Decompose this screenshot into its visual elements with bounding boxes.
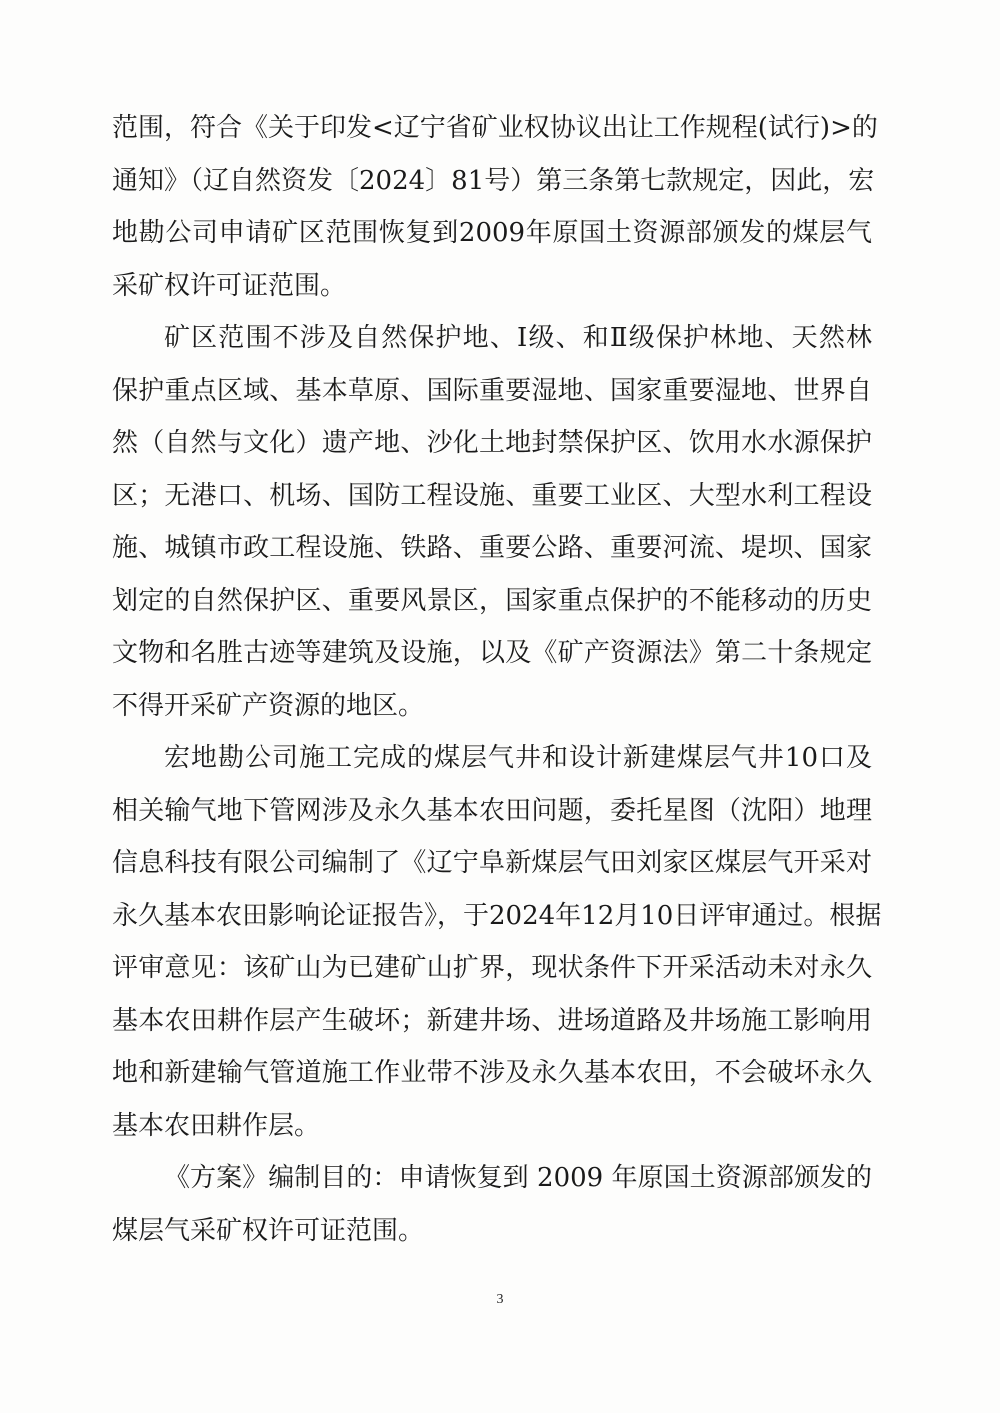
paragraph-line: 宏地勘公司施工完成的煤层气井和设计新建煤层气井10口及 (164, 743, 872, 773)
paragraph-line: 不得开采矿产资源的地区。 (112, 690, 425, 721)
paragraph-line: 然（自然与文化）遗产地、沙化土地封禁保护区、饮用水水源保护 (112, 428, 872, 458)
paragraph-line: 基本农田耕作层产生破坏；新建井场、进场道路及井场施工影响用 (112, 1005, 872, 1036)
paragraph-line: 采矿权许可证范围。 (112, 270, 347, 301)
paragraph-2 (112, 312, 872, 732)
paragraph-line: 通知》（辽自然资发〔2024〕81号）第三条第七款规定，因此，宏 (112, 165, 875, 196)
paragraph-line: 保护重点区域、基本草原、国际重要湿地、国家重要湿地、世界自 (112, 375, 872, 406)
paragraph-line: 评审意见：该矿山为已建矿山扩界，现状条件下开采活动未对永久 (112, 953, 872, 983)
paragraph-line: 矿区范围不涉及自然保护地、Ⅰ级、和Ⅱ级保护林地、天然林 (164, 323, 872, 353)
paragraph-line: 文物和名胜古迹等建筑及设施，以及《矿产资源法》第二十条规定 (112, 638, 872, 668)
paragraph-line: 相关输气地下管网涉及永久基本农田问题，委托星图（沈阳）地理 (112, 795, 872, 826)
paragraph-4 (112, 1152, 872, 1257)
paragraph-line: 划定的自然保护区、重要风景区，国家重点保护的不能移动的历史 (112, 585, 872, 616)
paragraph-line: 基本农田耕作层。 (112, 1110, 321, 1141)
paragraph-line: 永久基本农田影响论证报告》，于2024年12月10日评审通过。根据 (112, 900, 882, 931)
paragraph-1 (112, 102, 878, 312)
paragraph-line: 煤层气采矿权许可证范围。 (112, 1215, 425, 1246)
paragraph-line: 地勘公司申请矿区范围恢复到2009年原国土资源部颁发的煤层气 (112, 218, 872, 248)
page-number: 3 (496, 1292, 504, 1307)
paragraph-line: 《方案》编制目的：申请恢复到 2009 年原国土资源部颁发的 (164, 1163, 872, 1193)
paragraph-line: 区；无港口、机场、国防工程设施、重要工业区、大型水利工程设 (112, 480, 872, 511)
paragraph-line: 范围，符合《关于印发<辽宁省矿业权协议出让工作规程(试行)>的 (112, 113, 878, 143)
paragraph-3 (112, 732, 882, 1152)
paragraph-line: 信息科技有限公司编制了《辽宁阜新煤层气田刘家区煤层气开采对 (112, 848, 872, 878)
body-text (112, 102, 882, 1257)
paragraph-line: 地和新建输气管道施工作业带不涉及永久基本农田，不会破坏永久 (112, 1058, 872, 1088)
paragraph-line: 施、城镇市政工程设施、铁路、重要公路、重要河流、堤坝、国家 (112, 533, 872, 563)
